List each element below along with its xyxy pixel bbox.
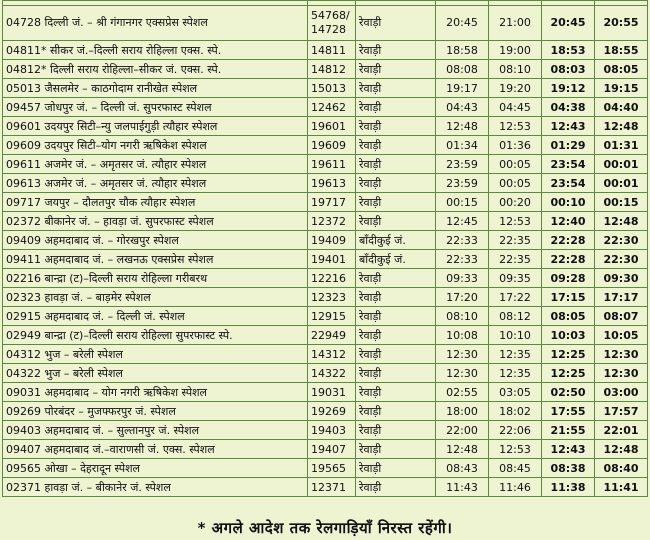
new-arrival-cell: 12:25 bbox=[542, 364, 595, 383]
old-departure-cell: 00:05 bbox=[489, 155, 542, 174]
table-row bbox=[3, 288, 648, 307]
old-arrival-cell: 12:48 bbox=[436, 440, 489, 459]
new-departure-cell: 12:48 bbox=[595, 117, 648, 136]
station-cell: रेवाड़ी bbox=[356, 60, 436, 79]
old-arrival-cell: 11:43 bbox=[436, 478, 489, 497]
train-name-cell: 09457 जोधपुर जं. – दिल्ली जं. सुपरफास्ट स्पेशल bbox=[3, 98, 308, 117]
new-departure-cell: 12:30 bbox=[595, 364, 648, 383]
table-row bbox=[3, 98, 648, 117]
new-arrival-cell: 22:28 bbox=[542, 250, 595, 269]
old-departure-cell: 22:35 bbox=[489, 231, 542, 250]
old-arrival-cell: 19:17 bbox=[436, 79, 489, 98]
old-arrival-cell: 09:33 bbox=[436, 269, 489, 288]
old-arrival-cell: 04:43 bbox=[436, 98, 489, 117]
new-departure-cell: 08:07 bbox=[595, 307, 648, 326]
train-number-cell: 19403 bbox=[308, 421, 356, 440]
table-row bbox=[3, 307, 648, 326]
new-arrival-cell: 04:38 bbox=[542, 98, 595, 117]
new-arrival-cell: 08:05 bbox=[542, 307, 595, 326]
old-departure-cell: 01:36 bbox=[489, 136, 542, 155]
train-name-cell: 04322 भुज – बरेली स्पेशल bbox=[3, 364, 308, 383]
train-number-cell: 12323 bbox=[308, 288, 356, 307]
old-departure-cell: 08:45 bbox=[489, 459, 542, 478]
train-name-cell: 09031 अहमदाबाद – योग नगरी ऋषिकेश स्पेशल bbox=[3, 383, 308, 402]
train-name-cell: 09409 अहमदाबाद जं. – गोरखपुर स्पेशल bbox=[3, 231, 308, 250]
table-row bbox=[3, 79, 648, 98]
station-cell: रेवाड़ी bbox=[356, 136, 436, 155]
old-arrival-cell: 23:59 bbox=[436, 174, 489, 193]
new-arrival-cell: 19:12 bbox=[542, 79, 595, 98]
train-name-cell: 04811* सीकर जं.–दिल्ली सराय रोहिल्ला एक्स. स्पे. bbox=[3, 41, 308, 60]
old-arrival-cell: 20:45 bbox=[436, 6, 489, 41]
old-arrival-cell: 12:45 bbox=[436, 212, 489, 231]
old-departure-cell: 08:10 bbox=[489, 60, 542, 79]
train-name-cell: 09269 पोरबंदर – मुजफ्फरपुर जं. स्पेशल bbox=[3, 402, 308, 421]
train-number-cell: 19611 bbox=[308, 155, 356, 174]
train-number-cell: 12462 bbox=[308, 98, 356, 117]
station-cell: रेवाड़ी bbox=[356, 478, 436, 497]
train-number-cell: 22949 bbox=[308, 326, 356, 345]
new-arrival-cell: 20:45 bbox=[542, 6, 595, 41]
new-departure-cell: 03:00 bbox=[595, 383, 648, 402]
station-cell: रेवाड़ी bbox=[356, 364, 436, 383]
new-departure-cell: 01:31 bbox=[595, 136, 648, 155]
new-arrival-cell: 17:55 bbox=[542, 402, 595, 421]
new-arrival-cell: 00:10 bbox=[542, 193, 595, 212]
table-row bbox=[3, 402, 648, 421]
train-name-cell: 04312 भुज – बरेली स्पेशल bbox=[3, 345, 308, 364]
new-departure-cell: 09:30 bbox=[595, 269, 648, 288]
train-number-cell: 19601 bbox=[308, 117, 356, 136]
train-name-cell: 09611 अजमेर जं. – अमृतसर जं. त्यौहार स्पेशल bbox=[3, 155, 308, 174]
train-number-cell: 19717 bbox=[308, 193, 356, 212]
new-departure-cell: 12:30 bbox=[595, 345, 648, 364]
train-name-cell: 09407 अहमदाबाद जं.–वाराणसी जं. एक्स. स्पेशल bbox=[3, 440, 308, 459]
old-arrival-cell: 22:33 bbox=[436, 250, 489, 269]
train-name-cell: 09717 जयपुर – दौलतपुर चौक त्यौहार स्पेशल bbox=[3, 193, 308, 212]
train-number-cell: 19409 bbox=[308, 231, 356, 250]
new-departure-cell: 11:41 bbox=[595, 478, 648, 497]
old-departure-cell: 22:06 bbox=[489, 421, 542, 440]
train-name-cell: 09601 उदयपुर सिटी–न्यु जलपाईगुड़ी त्यौहार स्पेशल bbox=[3, 117, 308, 136]
train-name-cell: 05013 जैसलमेर – काठगोदाम रानीखेत स्पेशल bbox=[3, 79, 308, 98]
old-arrival-cell: 12:30 bbox=[436, 364, 489, 383]
old-departure-cell: 00:05 bbox=[489, 174, 542, 193]
new-departure-cell: 04:40 bbox=[595, 98, 648, 117]
old-departure-cell: 19:20 bbox=[489, 79, 542, 98]
new-arrival-cell: 17:15 bbox=[542, 288, 595, 307]
old-departure-cell: 18:02 bbox=[489, 402, 542, 421]
table-row bbox=[3, 212, 648, 231]
old-departure-cell: 10:10 bbox=[489, 326, 542, 345]
station-cell: रेवाड़ी bbox=[356, 459, 436, 478]
old-departure-cell: 00:20 bbox=[489, 193, 542, 212]
old-departure-cell: 04:45 bbox=[489, 98, 542, 117]
table-row bbox=[3, 459, 648, 478]
old-arrival-cell: 10:08 bbox=[436, 326, 489, 345]
old-arrival-cell: 23:59 bbox=[436, 155, 489, 174]
new-arrival-cell: 08:38 bbox=[542, 459, 595, 478]
station-cell: रेवाड़ी bbox=[356, 98, 436, 117]
new-departure-cell: 10:05 bbox=[595, 326, 648, 345]
old-departure-cell: 09:35 bbox=[489, 269, 542, 288]
new-departure-cell: 08:05 bbox=[595, 60, 648, 79]
table-row bbox=[3, 345, 648, 364]
station-cell: रेवाड़ी bbox=[356, 326, 436, 345]
old-arrival-cell: 01:34 bbox=[436, 136, 489, 155]
table-row bbox=[3, 478, 648, 497]
train-name-cell: 09411 अहमदाबाद जं. – लखनऊ एक्सप्रेस स्पेशल bbox=[3, 250, 308, 269]
old-arrival-cell: 08:43 bbox=[436, 459, 489, 478]
new-arrival-cell: 12:40 bbox=[542, 212, 595, 231]
train-number-cell: 14322 bbox=[308, 364, 356, 383]
train-number-cell: 54768/ 14728 bbox=[308, 6, 356, 41]
new-arrival-cell: 02:50 bbox=[542, 383, 595, 402]
train-name-cell: 09613 अजमेर जं. – अमृतसर जं. त्यौहार स्पेशल bbox=[3, 174, 308, 193]
table-row bbox=[3, 155, 648, 174]
new-departure-cell: 22:30 bbox=[595, 250, 648, 269]
train-number-cell: 12372 bbox=[308, 212, 356, 231]
station-cell: रेवाड़ी bbox=[356, 269, 436, 288]
station-cell: बाँदीकुई जं. bbox=[356, 231, 436, 250]
train-name-cell: 09609 उदयपुर सिटी–योग नगरी ऋषिकेश स्पेशल bbox=[3, 136, 308, 155]
new-arrival-cell: 01:29 bbox=[542, 136, 595, 155]
old-departure-cell: 03:05 bbox=[489, 383, 542, 402]
train-number-cell: 12371 bbox=[308, 478, 356, 497]
station-cell: रेवाड़ी bbox=[356, 212, 436, 231]
new-arrival-cell: 21:55 bbox=[542, 421, 595, 440]
train-name-cell: 02216 बान्द्रा (ट)–दिल्ली सराय रोहिल्ला गरीबरथ bbox=[3, 269, 308, 288]
old-departure-cell: 12:53 bbox=[489, 440, 542, 459]
old-arrival-cell: 00:15 bbox=[436, 193, 489, 212]
new-arrival-cell: 23:54 bbox=[542, 155, 595, 174]
table-row bbox=[3, 231, 648, 250]
new-departure-cell: 22:01 bbox=[595, 421, 648, 440]
train-name-cell: 04728 दिल्ली जं. – श्री गंगानगर एक्सप्रेस स्पेशल bbox=[3, 6, 308, 41]
station-cell: बाँदीकुई जं. bbox=[356, 250, 436, 269]
old-arrival-cell: 12:48 bbox=[436, 117, 489, 136]
station-cell: रेवाड़ी bbox=[356, 288, 436, 307]
old-departure-cell: 21:00 bbox=[489, 6, 542, 41]
new-departure-cell: 12:48 bbox=[595, 212, 648, 231]
table-row bbox=[3, 193, 648, 212]
table-row bbox=[3, 421, 648, 440]
train-number-cell: 14312 bbox=[308, 345, 356, 364]
train-timetable bbox=[2, 0, 648, 497]
old-arrival-cell: 18:58 bbox=[436, 41, 489, 60]
station-cell: रेवाड़ी bbox=[356, 117, 436, 136]
station-cell: रेवाड़ी bbox=[356, 6, 436, 41]
new-arrival-cell: 08:03 bbox=[542, 60, 595, 79]
table-row bbox=[3, 326, 648, 345]
table-row bbox=[3, 6, 648, 41]
station-cell: रेवाड़ी bbox=[356, 41, 436, 60]
table-row bbox=[3, 41, 648, 60]
station-cell: रेवाड़ी bbox=[356, 307, 436, 326]
new-arrival-cell: 10:03 bbox=[542, 326, 595, 345]
old-arrival-cell: 17:20 bbox=[436, 288, 489, 307]
train-number-cell: 15013 bbox=[308, 79, 356, 98]
station-cell: रेवाड़ी bbox=[356, 193, 436, 212]
new-arrival-cell: 09:28 bbox=[542, 269, 595, 288]
new-arrival-cell: 11:38 bbox=[542, 478, 595, 497]
new-departure-cell: 20:55 bbox=[595, 6, 648, 41]
old-departure-cell: 19:00 bbox=[489, 41, 542, 60]
train-number-cell: 19407 bbox=[308, 440, 356, 459]
table-row bbox=[3, 383, 648, 402]
train-number-cell: 19613 bbox=[308, 174, 356, 193]
new-arrival-cell: 23:54 bbox=[542, 174, 595, 193]
old-departure-cell: 12:53 bbox=[489, 212, 542, 231]
table-row bbox=[3, 250, 648, 269]
old-departure-cell: 12:35 bbox=[489, 364, 542, 383]
new-arrival-cell: 12:43 bbox=[542, 440, 595, 459]
old-arrival-cell: 08:08 bbox=[436, 60, 489, 79]
train-number-cell: 12216 bbox=[308, 269, 356, 288]
new-departure-cell: 18:55 bbox=[595, 41, 648, 60]
station-cell: रेवाड़ी bbox=[356, 174, 436, 193]
old-departure-cell: 22:35 bbox=[489, 250, 542, 269]
old-departure-cell: 12:53 bbox=[489, 117, 542, 136]
old-arrival-cell: 22:00 bbox=[436, 421, 489, 440]
suspension-notice: * अगले आदेश तक रेलगाड़ियाँ निरस्त रहेंगी। bbox=[197, 519, 453, 537]
train-name-cell: 02372 बीकानेर जं. – हावड़ा जं. सुपरफास्ट स्पेशल bbox=[3, 212, 308, 231]
table-row bbox=[3, 117, 648, 136]
train-name-cell: 02915 अहमदाबाद जं. – दिल्ली जं. स्पेशल bbox=[3, 307, 308, 326]
new-arrival-cell: 22:28 bbox=[542, 231, 595, 250]
train-number-cell: 14812 bbox=[308, 60, 356, 79]
station-cell: रेवाड़ी bbox=[356, 79, 436, 98]
new-arrival-cell: 12:43 bbox=[542, 117, 595, 136]
new-departure-cell: 19:15 bbox=[595, 79, 648, 98]
new-arrival-cell: 12:25 bbox=[542, 345, 595, 364]
train-name-cell: 02949 बान्द्रा (ट)–दिल्ली सराय रोहिल्ला सुपरफास्ट स्पे. bbox=[3, 326, 308, 345]
new-departure-cell: 12:48 bbox=[595, 440, 648, 459]
train-number-cell: 19565 bbox=[308, 459, 356, 478]
train-name-cell: 04812* दिल्ली सराय रोहिल्ला–सीकर जं. एक्स. स्पे. bbox=[3, 60, 308, 79]
station-cell: रेवाड़ी bbox=[356, 402, 436, 421]
old-departure-cell: 17:22 bbox=[489, 288, 542, 307]
train-name-cell: 09403 अहमदाबाद जं. – सुल्तानपुर जं. स्पेशल bbox=[3, 421, 308, 440]
train-number-cell: 14811 bbox=[308, 41, 356, 60]
train-name-cell: 09565 ओखा – देहरादून स्पेशल bbox=[3, 459, 308, 478]
station-cell: रेवाड़ी bbox=[356, 155, 436, 174]
old-arrival-cell: 22:33 bbox=[436, 231, 489, 250]
station-cell: रेवाड़ी bbox=[356, 345, 436, 364]
train-name-cell: 02323 हावड़ा जं. – बाड़मेर स्पेशल bbox=[3, 288, 308, 307]
train-name-cell: 02371 हावड़ा जं. – बीकानेर जं. स्पेशल bbox=[3, 478, 308, 497]
table-row bbox=[3, 269, 648, 288]
station-cell: रेवाड़ी bbox=[356, 440, 436, 459]
new-departure-cell: 17:17 bbox=[595, 288, 648, 307]
new-departure-cell: 22:30 bbox=[595, 231, 648, 250]
new-departure-cell: 00:15 bbox=[595, 193, 648, 212]
timetable-body bbox=[3, 1, 648, 497]
old-departure-cell: 12:35 bbox=[489, 345, 542, 364]
old-arrival-cell: 18:00 bbox=[436, 402, 489, 421]
old-arrival-cell: 02:55 bbox=[436, 383, 489, 402]
table-row bbox=[3, 364, 648, 383]
table-row bbox=[3, 136, 648, 155]
train-number-cell: 19401 bbox=[308, 250, 356, 269]
train-number-cell: 19031 bbox=[308, 383, 356, 402]
old-departure-cell: 11:46 bbox=[489, 478, 542, 497]
new-departure-cell: 08:40 bbox=[595, 459, 648, 478]
station-cell: रेवाड़ी bbox=[356, 421, 436, 440]
old-arrival-cell: 08:10 bbox=[436, 307, 489, 326]
old-departure-cell: 08:12 bbox=[489, 307, 542, 326]
train-number-cell: 19269 bbox=[308, 402, 356, 421]
station-cell: रेवाड़ी bbox=[356, 383, 436, 402]
table-row bbox=[3, 174, 648, 193]
table-row bbox=[3, 60, 648, 79]
new-departure-cell: 17:57 bbox=[595, 402, 648, 421]
train-number-cell: 12915 bbox=[308, 307, 356, 326]
train-number-cell: 19609 bbox=[308, 136, 356, 155]
new-departure-cell: 00:01 bbox=[595, 174, 648, 193]
old-arrival-cell: 12:30 bbox=[436, 345, 489, 364]
table-row bbox=[3, 440, 648, 459]
new-arrival-cell: 18:53 bbox=[542, 41, 595, 60]
new-departure-cell: 00:01 bbox=[595, 155, 648, 174]
